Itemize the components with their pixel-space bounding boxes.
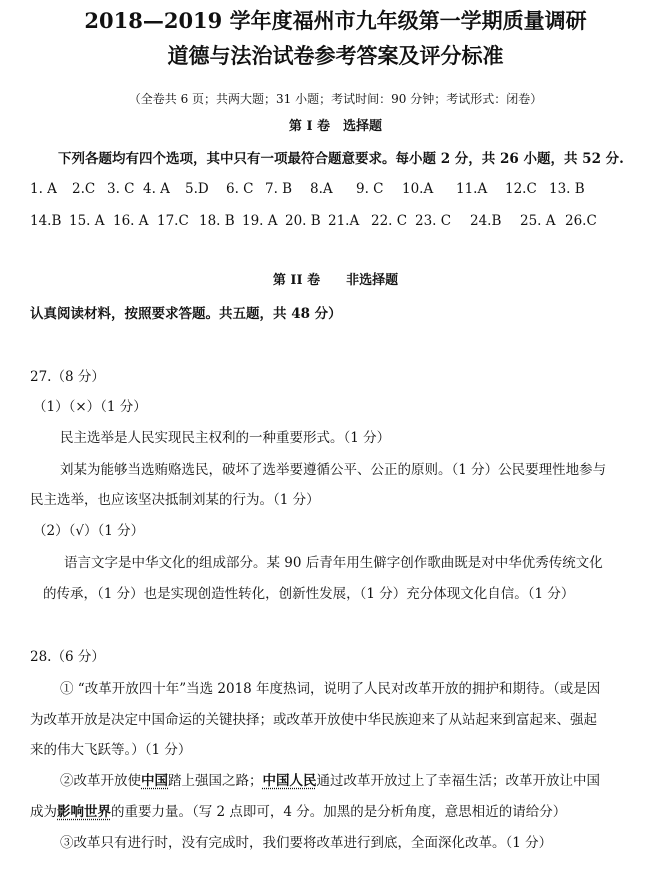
answer-item: 2.C (72, 181, 96, 197)
q28-number: 28.（6 分） (30, 649, 105, 665)
answer-item: 6. C (226, 181, 254, 197)
q27-number: 27.（8 分） (30, 369, 105, 385)
answer-item: 13. B (549, 181, 585, 197)
emphasis-china: 中国 (141, 773, 168, 789)
answer-item: 23. C (415, 213, 452, 229)
emphasis-chinese-people: 中国人民 (262, 773, 317, 789)
answer-item: 12.C (505, 181, 537, 197)
part2-heading: 第 II 卷 非选择题 (272, 273, 399, 288)
part1-heading: 第 I 卷 选择题 (288, 119, 383, 134)
q27-part2: （2）（√）（1 分） (33, 523, 145, 539)
answer-item: 8.A (310, 181, 333, 197)
text-segment: ②改革开放使 (60, 773, 141, 789)
part2-instruction: 认真阅读材料，按照要求答题。共五题，共 48 分） (30, 306, 342, 322)
answer-item: 3. C (107, 181, 135, 197)
answer-item: 19. A (242, 213, 278, 229)
part1-instruction: 下列各题均有四个选项，其中只有一项最符合题意要求。每小题 2 分，共 26 小题，共 52 分. (58, 151, 624, 167)
q28-answer1-line3: 来的伟大飞跃等。）（1 分） (30, 742, 192, 758)
answer-item: 14.B (30, 213, 62, 229)
answer-item: 18. B (199, 213, 235, 229)
text-segment: 通过改革开放过上了幸福生活；改革开放让中国 (316, 773, 600, 789)
answer-item: 1. A (30, 181, 57, 197)
answer-item: 21.A (328, 213, 360, 229)
answer-item: 9. C (356, 181, 384, 197)
answer-item: 10.A (402, 181, 434, 197)
answer-item: 20. B (285, 213, 321, 229)
answer-item: 22. C (371, 213, 408, 229)
answer-item: 7. B (265, 181, 293, 197)
text-segment: 踏上强国之路； (168, 773, 263, 789)
q28-answer2-line1 (60, 772, 600, 790)
q28-answer3: ③改革只有进行时，没有完成时，我们要将改革进行到底，全面深化改革。（1 分） (60, 835, 553, 851)
q28-answer1-line2: 为改革开放是决定中国命运的关键抉择；或改革开放使中华民族迎来了从站起来到富起来、强起 (30, 712, 597, 728)
text-segment: 的重要力量。（写 2 点即可，4 分。加黑的是分析角度，意思相近的请给分） (111, 804, 567, 820)
q28-answer1-line1: ① “改革开放四十年”当选 2018 年度热词，说明了人民对改革开放的拥护和期待。（或是因 (60, 681, 601, 697)
answer-item: 26.C (565, 213, 597, 229)
answer-item: 24.B (470, 213, 502, 229)
answer-item: 25. A (520, 213, 556, 229)
answer-item: 16. A (113, 213, 149, 229)
q27-part2-line1: 语言文字是中华文化的组成部分。某 90 后青年用生僻字创作歌曲既是对中华优秀传统文化 (64, 555, 603, 571)
q27-part2-line2: 的传承，（1 分）也是实现创造性转化，创新性发展，（1 分）充分体现文化自信。（1 分） (43, 586, 575, 602)
doc-subtitle: 道德与法治试卷参考答案及评分标准 (167, 43, 504, 68)
q27-part1-line3: 民主选举，也应该坚决抵制刘某的行为。（1 分） (30, 492, 320, 508)
answer-item: 15. A (69, 213, 105, 229)
answer-item: 11.A (456, 181, 488, 197)
answer-item: 5.D (185, 181, 209, 197)
answer-item: 17.C (157, 213, 189, 229)
doc-title: 2018—2019 学年度福州市九年级第一学期质量调研 (84, 8, 587, 33)
exam-meta: （全卷共 6 页；共两大题；31 小题；考试时间：90 分钟；考试形式：闭卷） (128, 92, 543, 106)
q27-part1: （1）（×）（1 分） (33, 399, 147, 415)
q27-part1-line2: 刘某为能够当选贿赂选民，破坏了选举要遵循公平、公正的原则。（1 分）公民要理性地参与 (60, 462, 607, 478)
q27-part1-line1: 民主选举是人民实现民主权利的一种重要形式。（1 分） (60, 430, 391, 446)
emphasis-influence-world: 影响世界 (57, 804, 111, 820)
answer-item: 4. A (143, 181, 170, 197)
q28-answer2-line2 (30, 803, 566, 821)
text-segment: 成为 (30, 804, 57, 820)
